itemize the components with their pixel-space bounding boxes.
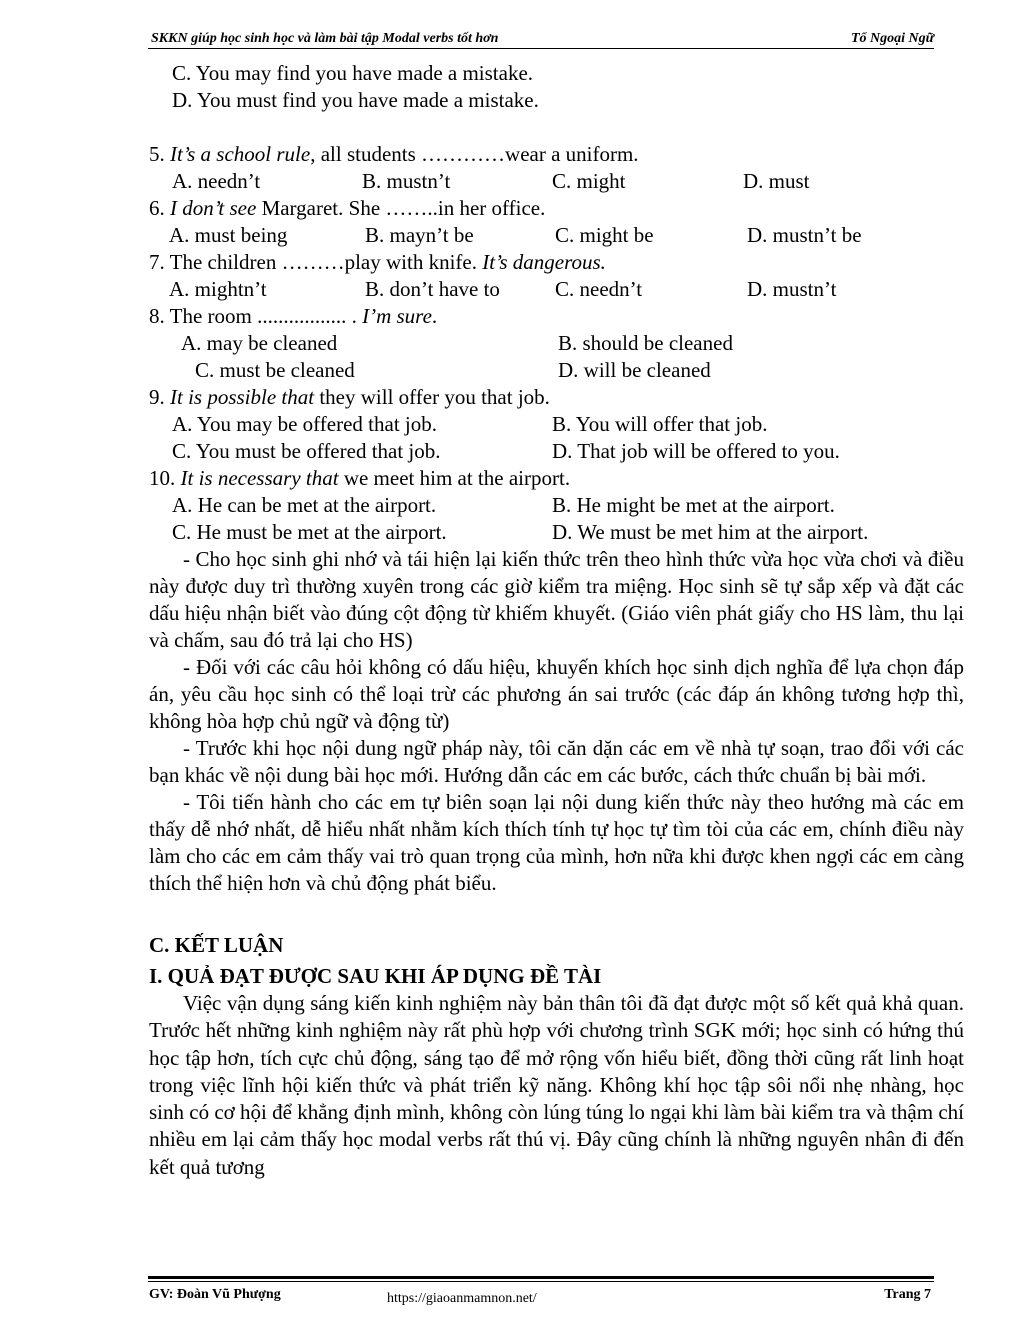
q6-option-d: D. mustn’t be [747, 223, 862, 247]
q7-option-c: C. needn’t [555, 277, 643, 301]
q8-option-c: C. must be cleaned [195, 358, 355, 382]
paragraph-4: - Tôi tiến hành cho các em tự biên soạn lại nội dung kiến thức này theo hướng mà các em thấy dễ nhớ nhất, dễ hiểu nhất nhằm kích thích tính tự học tự tìm tòi của các em, chính điều này làm cho các em cảm thấy vai trò quan trọng của mình, hơn nữa khi được khen ngợi các em càng thích thể hiện hơn và chủ động phát biểu. [149, 790, 964, 895]
footer-author: GV: Đoàn Vũ Phượng [149, 1287, 281, 1302]
section-heading-conclusion: C. KẾT LUẬN [149, 933, 284, 957]
paragraph-3: - Trước khi học nội dung ngữ pháp này, tôi căn dặn các em về nhà tự soạn, trao đổi với các bạn khác về nội dung bài học mới. Hướng dẫn các em các bước, cách thức chuẩn bị bài mới. [149, 736, 964, 787]
q8-option-a: A. may be cleaned [181, 331, 338, 355]
q10-options-row2 [149, 519, 964, 546]
q8-option-d: D. will be cleaned [558, 358, 711, 382]
footer-page-number: Trang 7 [884, 1287, 931, 1302]
q10-option-a: A. He can be met at the airport. [172, 493, 437, 517]
q5-option-a: A. needn’t [172, 169, 261, 193]
footer-rule-thick [148, 1276, 934, 1279]
q10-cue: It is necessary that [180, 466, 339, 490]
q7-option-d: D. mustn’t [747, 277, 837, 301]
q9-cue: It is possible that [170, 385, 315, 409]
header-rule [148, 48, 934, 49]
q5-number: 5. [149, 142, 170, 166]
page-header [148, 30, 934, 48]
q8-text: 8. The room ................. . [149, 304, 363, 328]
footer-rule-thin [148, 1281, 934, 1282]
header-department: Tổ Ngoại Ngữ [850, 31, 934, 46]
q5-options [149, 168, 964, 195]
q6-text: Margaret. She ……..in her office. [256, 196, 546, 220]
footer-url[interactable]: https://giaoanmamnon.net/ [387, 1291, 537, 1306]
q9-options-row2 [149, 438, 964, 465]
q6-option-c: C. might be [555, 223, 654, 247]
q10-number: 10. [149, 466, 181, 490]
q9-option-c: C. You must be offered that job. [172, 439, 441, 463]
q9-option-d: D. That job will be offered to you. [552, 439, 840, 463]
paragraph-1: - Cho học sinh ghi nhớ và tái hiện lại kiến thức trên theo hình thức vừa học vừa chơi và điều này được duy trì thường xuyên trong các giờ kiểm tra miệng. Học sinh sẽ tự sắp xếp và đặt các dấu hiệu nhận biết vào đúng cột động từ khiếm khuyết. (Giáo viên phát giấy cho HS làm, thu lại và chấm, sau đó trả lại cho HS) [149, 547, 964, 652]
q8-options-row2 [149, 357, 964, 384]
q10-text: we meet him at the airport. [338, 466, 571, 490]
q9-options-row1 [149, 411, 964, 438]
q6-number: 6. [149, 196, 170, 220]
q7-option-b: B. don’t have to [365, 277, 500, 301]
q9-option-b: B. You will offer that job. [552, 412, 768, 436]
section-heading-results: I. QUẢ ĐẠT ĐƯỢC SAU KHI ÁP DỤNG ĐỀ TÀI [149, 964, 602, 988]
q7-cue: It’s dangerous. [482, 250, 606, 274]
q8-options-row1 [149, 330, 964, 357]
q6-option-b: B. mayn’t be [365, 223, 474, 247]
q7-text: 7. The children ………play with knife. [149, 250, 483, 274]
q4-option-d: D. You must find you have made a mistake. [172, 88, 539, 112]
spacer [149, 897, 964, 932]
q5-cue: It’s a school rule [170, 142, 311, 166]
question-5 [149, 141, 964, 168]
q10-option-c: C. He must be met at the airport. [172, 520, 447, 544]
page-body [149, 60, 964, 1181]
question-9 [149, 384, 964, 411]
q9-number: 9. [149, 385, 170, 409]
q8-option-b: B. should be cleaned [558, 331, 733, 355]
q5-option-c: C. might [552, 169, 626, 193]
q7-option-a: A. mightn’t [169, 277, 267, 301]
q8-cue: I’m sure [362, 304, 432, 328]
question-8 [149, 303, 964, 330]
q6-option-a: A. must being [169, 223, 288, 247]
q4-option-c: C. You may find you have made a mistake. [172, 61, 534, 85]
q6-options [149, 222, 964, 249]
q10-option-b: B. He might be met at the airport. [552, 493, 835, 517]
q10-option-d: D. We must be met him at the airport. [552, 520, 869, 544]
spacer [149, 114, 964, 141]
q8-end: . [431, 304, 438, 328]
conclusion-paragraph: Việc vận dụng sáng kiến kinh nghiệm này bản thân tôi đã đạt được một số kết quả khả quan. Trước hết những kinh nghiệm này rất phù hợp với chương trình SGK mới; học sinh có hứng thú học tập hơn, tích cực chủ động, sáng tạo để mở rộng vốn hiểu biết, đồng thời cũng rất linh hoạt trong việc lĩnh hội kiến thức và phát triển kỹ năng. Không khí học tập sôi nổi nhẹ nhàng, học sinh có cơ hội để khẳng định mình, không còn lúng túng lo ngại khi làm bài kiểm tra và thậm chí nhiều em lại cảm thấy học modal verbs rất thú vị. Đây cũng chính là những nguyên nhân đi đến kết quả tương [149, 991, 964, 1179]
question-7 [149, 249, 964, 276]
paragraph-2: - Đối với các câu hỏi không có dấu hiệu, khuyến khích học sinh dịch nghĩa để lựa chọn đáp án, yêu cầu học sinh có thể loại trừ các phương án sai trước (các đáp án không tương hợp thì, không hòa hợp chủ ngữ và động từ) [149, 655, 964, 733]
q10-options-row1 [149, 492, 964, 519]
q6-cue: I don’t see [170, 196, 257, 220]
question-6 [149, 195, 964, 222]
q7-options [149, 276, 964, 303]
question-10 [149, 465, 964, 492]
q5-option-d: D. must [743, 169, 810, 193]
header-title: SKKN giúp học sinh học và làm bài tập Modal verbs tốt hơn [151, 31, 499, 46]
q5-text: , all students …………wear a uniform. [310, 142, 639, 166]
q5-option-b: B. mustn’t [362, 169, 451, 193]
q9-text: they will offer you that job. [314, 385, 550, 409]
q9-option-a: A. You may be offered that job. [172, 412, 437, 436]
